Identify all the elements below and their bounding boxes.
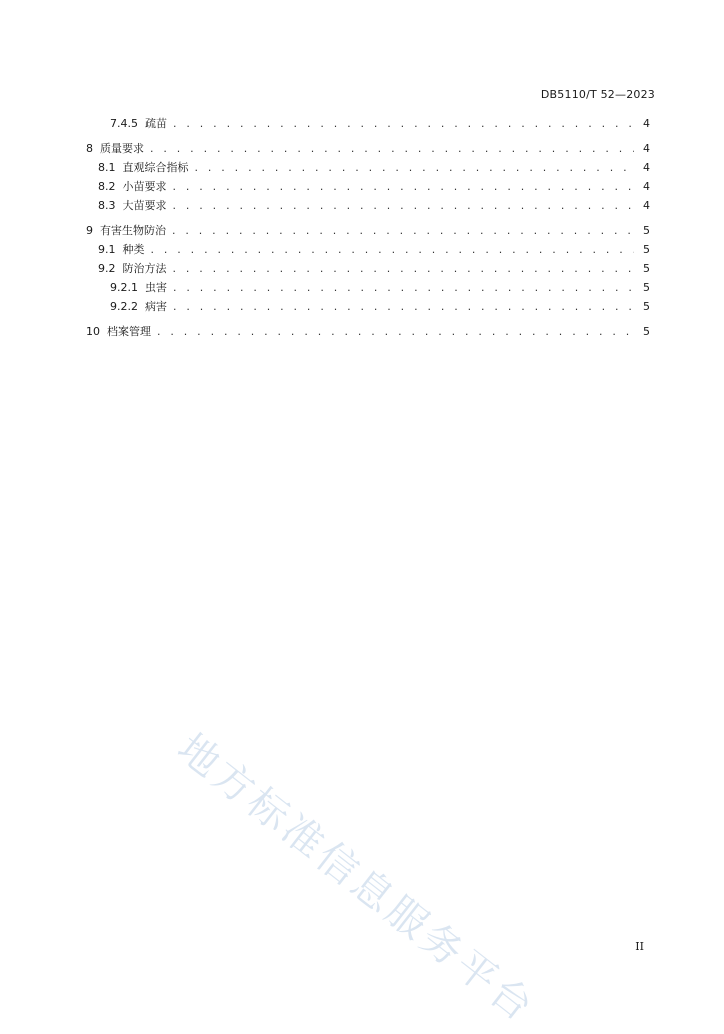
toc-leader-dots: [195, 159, 635, 177]
toc-entry-page: 5: [643, 281, 650, 294]
toc-entry-page: 4: [643, 161, 650, 174]
toc-entry-page: 4: [643, 180, 650, 193]
toc-entry[interactable]: [86, 115, 650, 134]
toc-entry-number: 7.4.5: [110, 117, 138, 130]
toc-entry-number: 9.2.1: [110, 281, 138, 294]
toc-leader-dots: [173, 279, 634, 297]
document-code: DB5110/T 52—2023: [540, 88, 655, 101]
toc-entry-number: 9.1: [98, 243, 116, 256]
toc-entry-number: 9: [86, 224, 93, 237]
toc-entry-title: 档案管理: [107, 325, 151, 338]
toc-entry[interactable]: [86, 260, 650, 279]
toc-entry-number: 9.2: [98, 262, 116, 275]
table-of-contents: [86, 115, 650, 342]
toc-entry[interactable]: [86, 279, 650, 298]
toc-leader-dots: [173, 197, 635, 215]
toc-entry-number: 10: [86, 325, 100, 338]
toc-entry-page: 5: [643, 243, 650, 256]
toc-leader-dots: [173, 298, 634, 316]
toc-entry-title: 防治方法: [122, 262, 167, 275]
toc-entry-title: 小苗要求: [122, 180, 167, 193]
toc-leader-dots: [173, 178, 635, 196]
toc-entry[interactable]: [86, 323, 650, 342]
toc-leader-dots: [150, 140, 634, 158]
toc-leader-dots: [151, 241, 635, 259]
toc-entry[interactable]: [86, 197, 650, 216]
toc-entry-title: 虫害: [145, 281, 167, 294]
toc-entry-page: 4: [643, 142, 650, 155]
toc-entry-number: 8.1: [98, 161, 116, 174]
toc-leader-dots: [173, 260, 635, 278]
toc-entry-title: 种类: [122, 243, 145, 256]
toc-entry-page: 4: [643, 199, 650, 212]
toc-entry-page: 5: [643, 325, 650, 338]
toc-entry-number: 8.3: [98, 199, 116, 212]
toc-leader-dots: [172, 222, 634, 240]
toc-entry-page: 5: [643, 300, 650, 313]
toc-entry[interactable]: [86, 298, 650, 317]
toc-entry-title: 病害: [145, 300, 167, 313]
toc-entry-page: 4: [643, 117, 650, 130]
toc-entry-title: 有害生物防治: [100, 224, 166, 237]
watermark: 地方标准信息服务平台: [168, 725, 544, 1033]
toc-entry[interactable]: [86, 140, 650, 159]
toc-leader-dots: [157, 323, 634, 341]
toc-entry[interactable]: [86, 178, 650, 197]
toc-entry-title: 疏苗: [145, 117, 167, 130]
toc-entry-title: 大苗要求: [122, 199, 167, 212]
toc-entry-number: 8: [86, 142, 93, 155]
toc-entry[interactable]: [86, 241, 650, 260]
page-number: II: [635, 940, 644, 953]
toc-leader-dots: [173, 115, 634, 133]
toc-entry-page: 5: [643, 224, 650, 237]
toc-entry[interactable]: [86, 159, 650, 178]
toc-entry-number: 8.2: [98, 180, 116, 193]
toc-entry-page: 5: [643, 262, 650, 275]
toc-entry[interactable]: [86, 222, 650, 241]
toc-entry-title: 直观综合指标: [122, 161, 189, 174]
toc-entry-title: 质量要求: [100, 142, 144, 155]
toc-entry-number: 9.2.2: [110, 300, 138, 313]
